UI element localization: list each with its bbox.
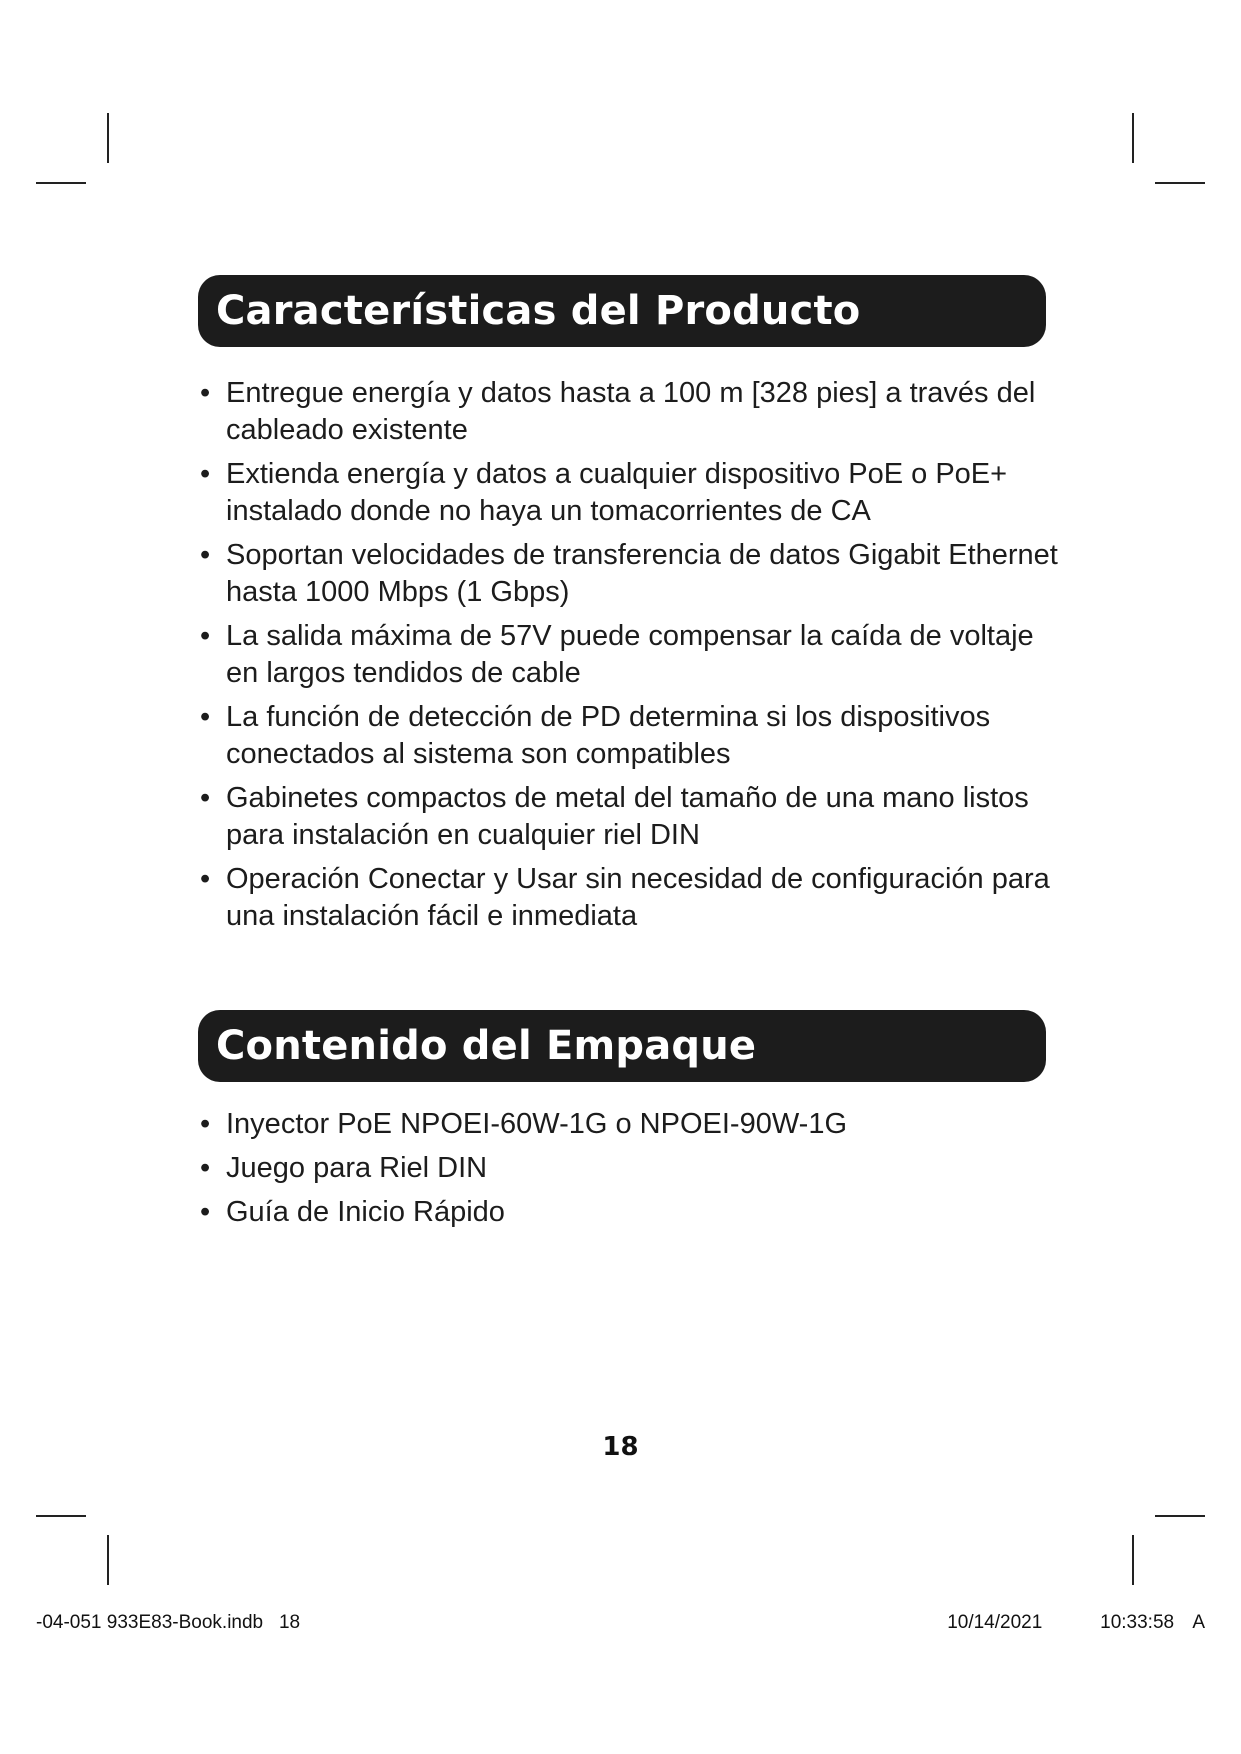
bullet-icon: • [200, 1152, 211, 1184]
list-item-text: Operación Conectar y Usar sin necesidad de configuración para una instalación fácil e inmediata [226, 863, 1050, 932]
bullet-icon: • [200, 620, 211, 652]
list-item [200, 780, 1060, 854]
contents-section-header [198, 1010, 1046, 1082]
bullet-icon: • [200, 539, 211, 571]
contents-section-title: Contenido del Empaque [216, 1023, 757, 1069]
list-item-text: Juego para Riel DIN [226, 1152, 488, 1184]
list-item [200, 1106, 1060, 1143]
list-item [200, 375, 1060, 449]
crop-mark-bottom-left-horizontal [36, 1515, 86, 1517]
features-section-header [198, 275, 1046, 347]
crop-mark-bottom-right-vertical [1132, 1535, 1134, 1585]
bullet-icon: • [200, 1108, 211, 1140]
list-item [200, 537, 1060, 611]
list-item-text: La función de detección de PD determina si los dispositivos conectados al sistema son compatibles [226, 701, 991, 770]
bullet-icon: • [200, 377, 211, 409]
page-number: 18 [602, 1432, 639, 1462]
list-item-text: Inyector PoE NPOEI-60W-1G o NPOEI-90W-1G [226, 1108, 848, 1140]
list-item-text: Guía de Inicio Rápido [226, 1196, 505, 1228]
crop-mark-bottom-left-vertical [107, 1535, 109, 1585]
crop-mark-top-left-horizontal [36, 182, 86, 184]
print-slug-timestamp: 10/14/2021 10:33:58 A [947, 1612, 1205, 1633]
features-section-title: Características del Producto [216, 288, 861, 334]
crop-mark-bottom-right-horizontal [1155, 1515, 1205, 1517]
list-item-text: Soportan velocidades de transferencia de datos Gigabit Ethernet hasta 1000 Mbps (1 Gbps) [226, 539, 1058, 608]
bullet-icon: • [200, 701, 211, 733]
list-item-text: Extienda energía y datos a cualquier dispositivo PoE o PoE+ instalado donde no haya un tomacorrientes de CA [226, 458, 1008, 527]
list-item [200, 1150, 1060, 1187]
list-item [200, 699, 1060, 773]
list-item [200, 1194, 1060, 1231]
features-list [200, 375, 1060, 942]
list-item [200, 456, 1060, 530]
contents-list [200, 1106, 1060, 1238]
print-slug-file: -04-051 933E83-Book.indb 18 [36, 1612, 301, 1633]
bullet-icon: • [200, 782, 211, 814]
list-item-text: La salida máxima de 57V puede compensar la caída de voltaje en largos tendidos de cable [226, 620, 1034, 689]
bullet-icon: • [200, 1196, 211, 1228]
list-item [200, 861, 1060, 935]
list-item [200, 618, 1060, 692]
crop-mark-top-right-vertical [1132, 113, 1134, 163]
bullet-icon: • [200, 863, 211, 895]
crop-mark-top-left-vertical [107, 113, 109, 163]
list-item-text: Gabinetes compactos de metal del tamaño de una mano listos para instalación en cualquier riel DIN [226, 782, 1029, 851]
bullet-icon: • [200, 458, 211, 490]
crop-mark-top-right-horizontal [1155, 182, 1205, 184]
list-item-text: Entregue energía y datos hasta a 100 m [328 pies] a través del cableado existente [226, 377, 1036, 446]
